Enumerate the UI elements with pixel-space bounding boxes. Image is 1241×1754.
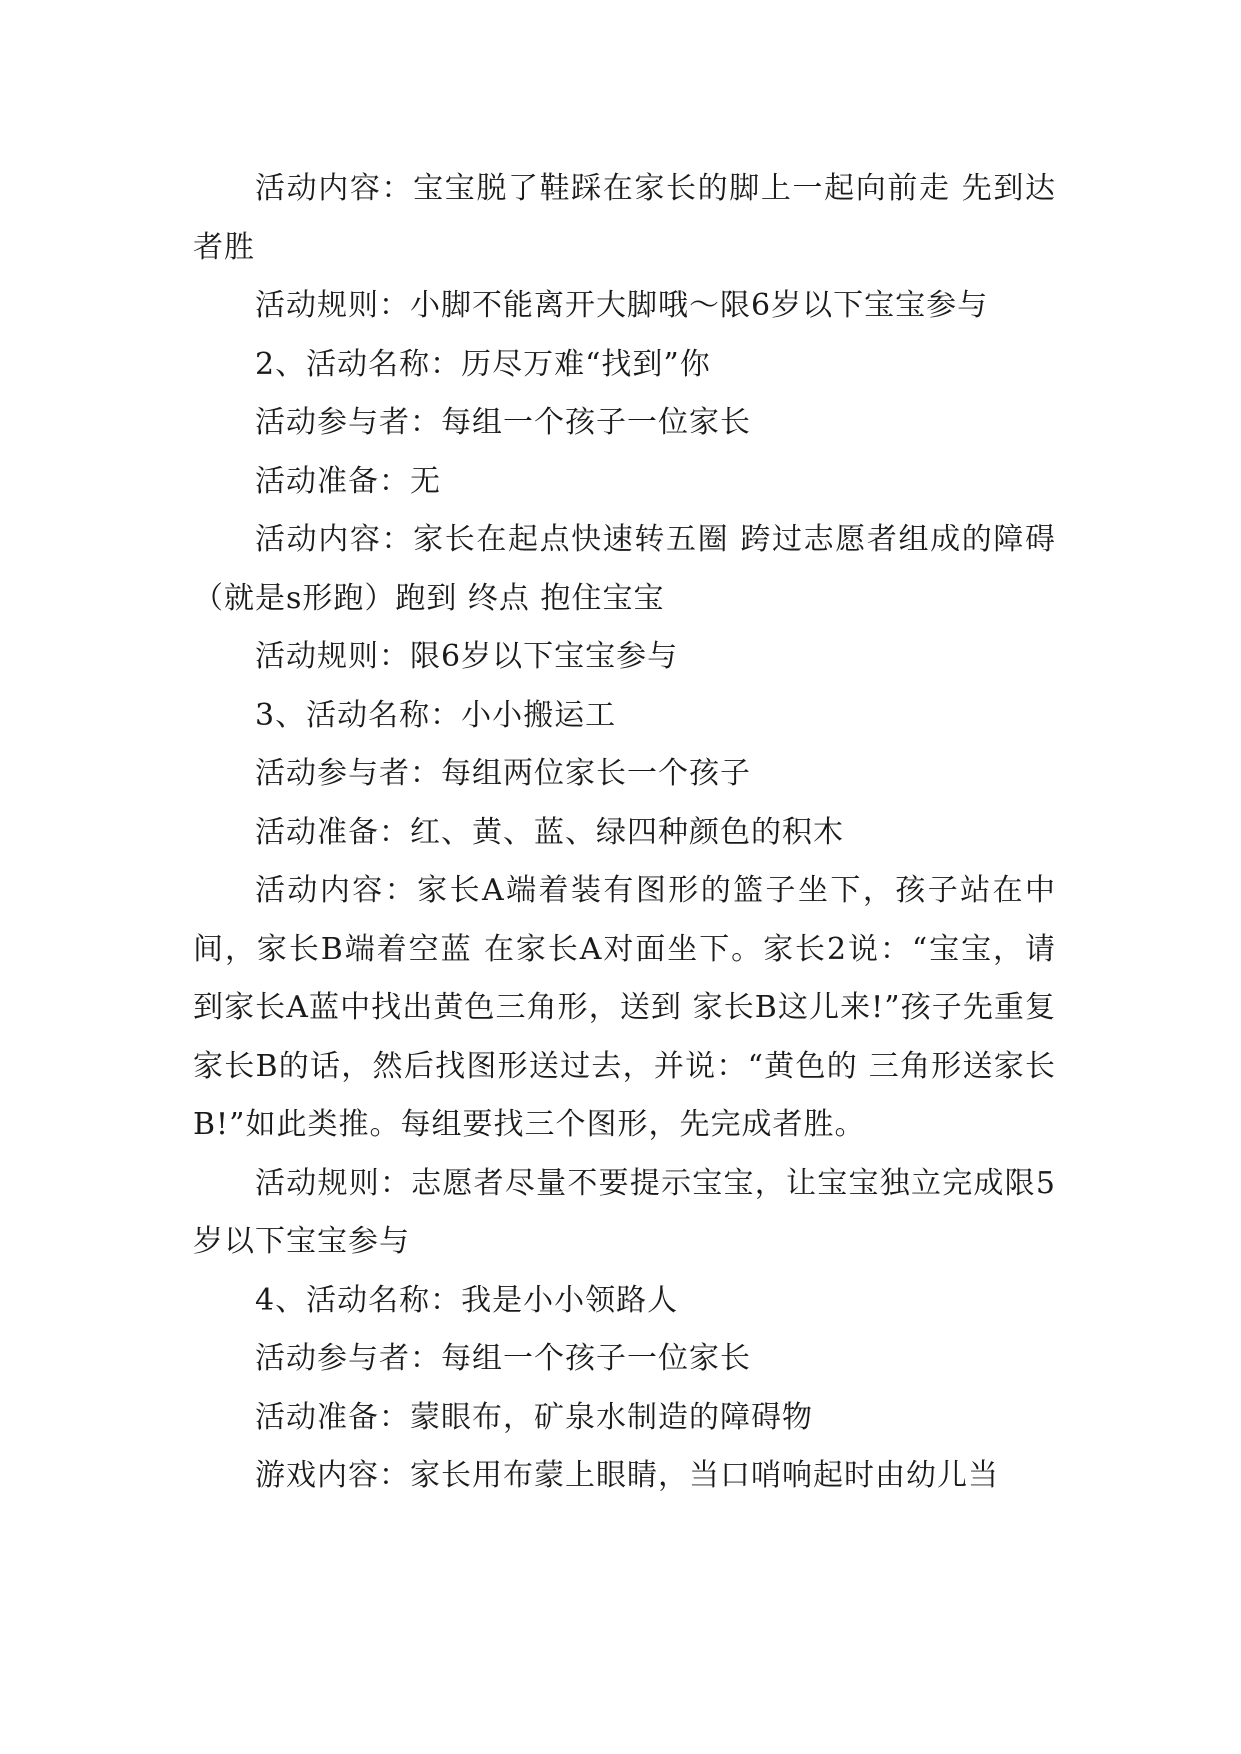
paragraph: 活动规则：小脚不能离开大脚哦～限6岁以下宝宝参与 xyxy=(255,288,989,323)
paragraph: 游戏内容：家长用布蒙上眼睛，当口哨响起时由幼儿当 xyxy=(255,1458,999,1493)
paragraph: 3、活动名称：小小搬运工 xyxy=(255,697,617,733)
paragraph: 活动参与者：每组两位家长一个孩子 xyxy=(255,756,751,791)
paragraph: 活动准备：蒙眼布，矿泉水制造的障碍物 xyxy=(255,1399,813,1435)
paragraph: 4、活动名称：我是小小领路人 xyxy=(255,1282,679,1318)
paragraph: 活动准备：无 xyxy=(255,463,441,499)
paragraph: 活动参与者：每组一个孩子一位家长 xyxy=(255,405,751,440)
paragraph: 活动准备：红、黄、蓝、绿四种颜色的积木 xyxy=(255,814,844,850)
document-body xyxy=(193,160,1056,1506)
paragraph: 活动内容：家长A端着装有图形的篮子坐下，孩子站在中间，家长B端着空蓝 在家长A对面坐下。家长2说：“宝宝，请到家长A蓝中找出黄色三角形，送到 家长B这儿来!”孩子先重复家长B的话，然后找图形送过去，并说：“黄色的 三角形送家长B!”如此类推。每组要找三个图形，先完成者胜。 xyxy=(193,873,1056,1142)
paragraph: 活动参与者：每组一个孩子一位家长 xyxy=(255,1341,751,1376)
paragraph: 活动规则：限6岁以下宝宝参与 xyxy=(255,639,679,674)
paragraph: 2、活动名称：历尽万难“找到”你 xyxy=(255,346,711,382)
paragraph: 活动内容：家长在起点快速转五圈 跨过志愿者组成的障碍（就是s形跑）跑到 终点 抱住宝宝 xyxy=(193,522,1056,616)
paragraph: 活动内容：宝宝脱了鞋踩在家长的脚上一起向前走 先到达者胜 xyxy=(193,171,1056,265)
paragraph: 活动规则：志愿者尽量不要提示宝宝，让宝宝独立完成限5岁以下宝宝参与 xyxy=(193,1165,1056,1259)
